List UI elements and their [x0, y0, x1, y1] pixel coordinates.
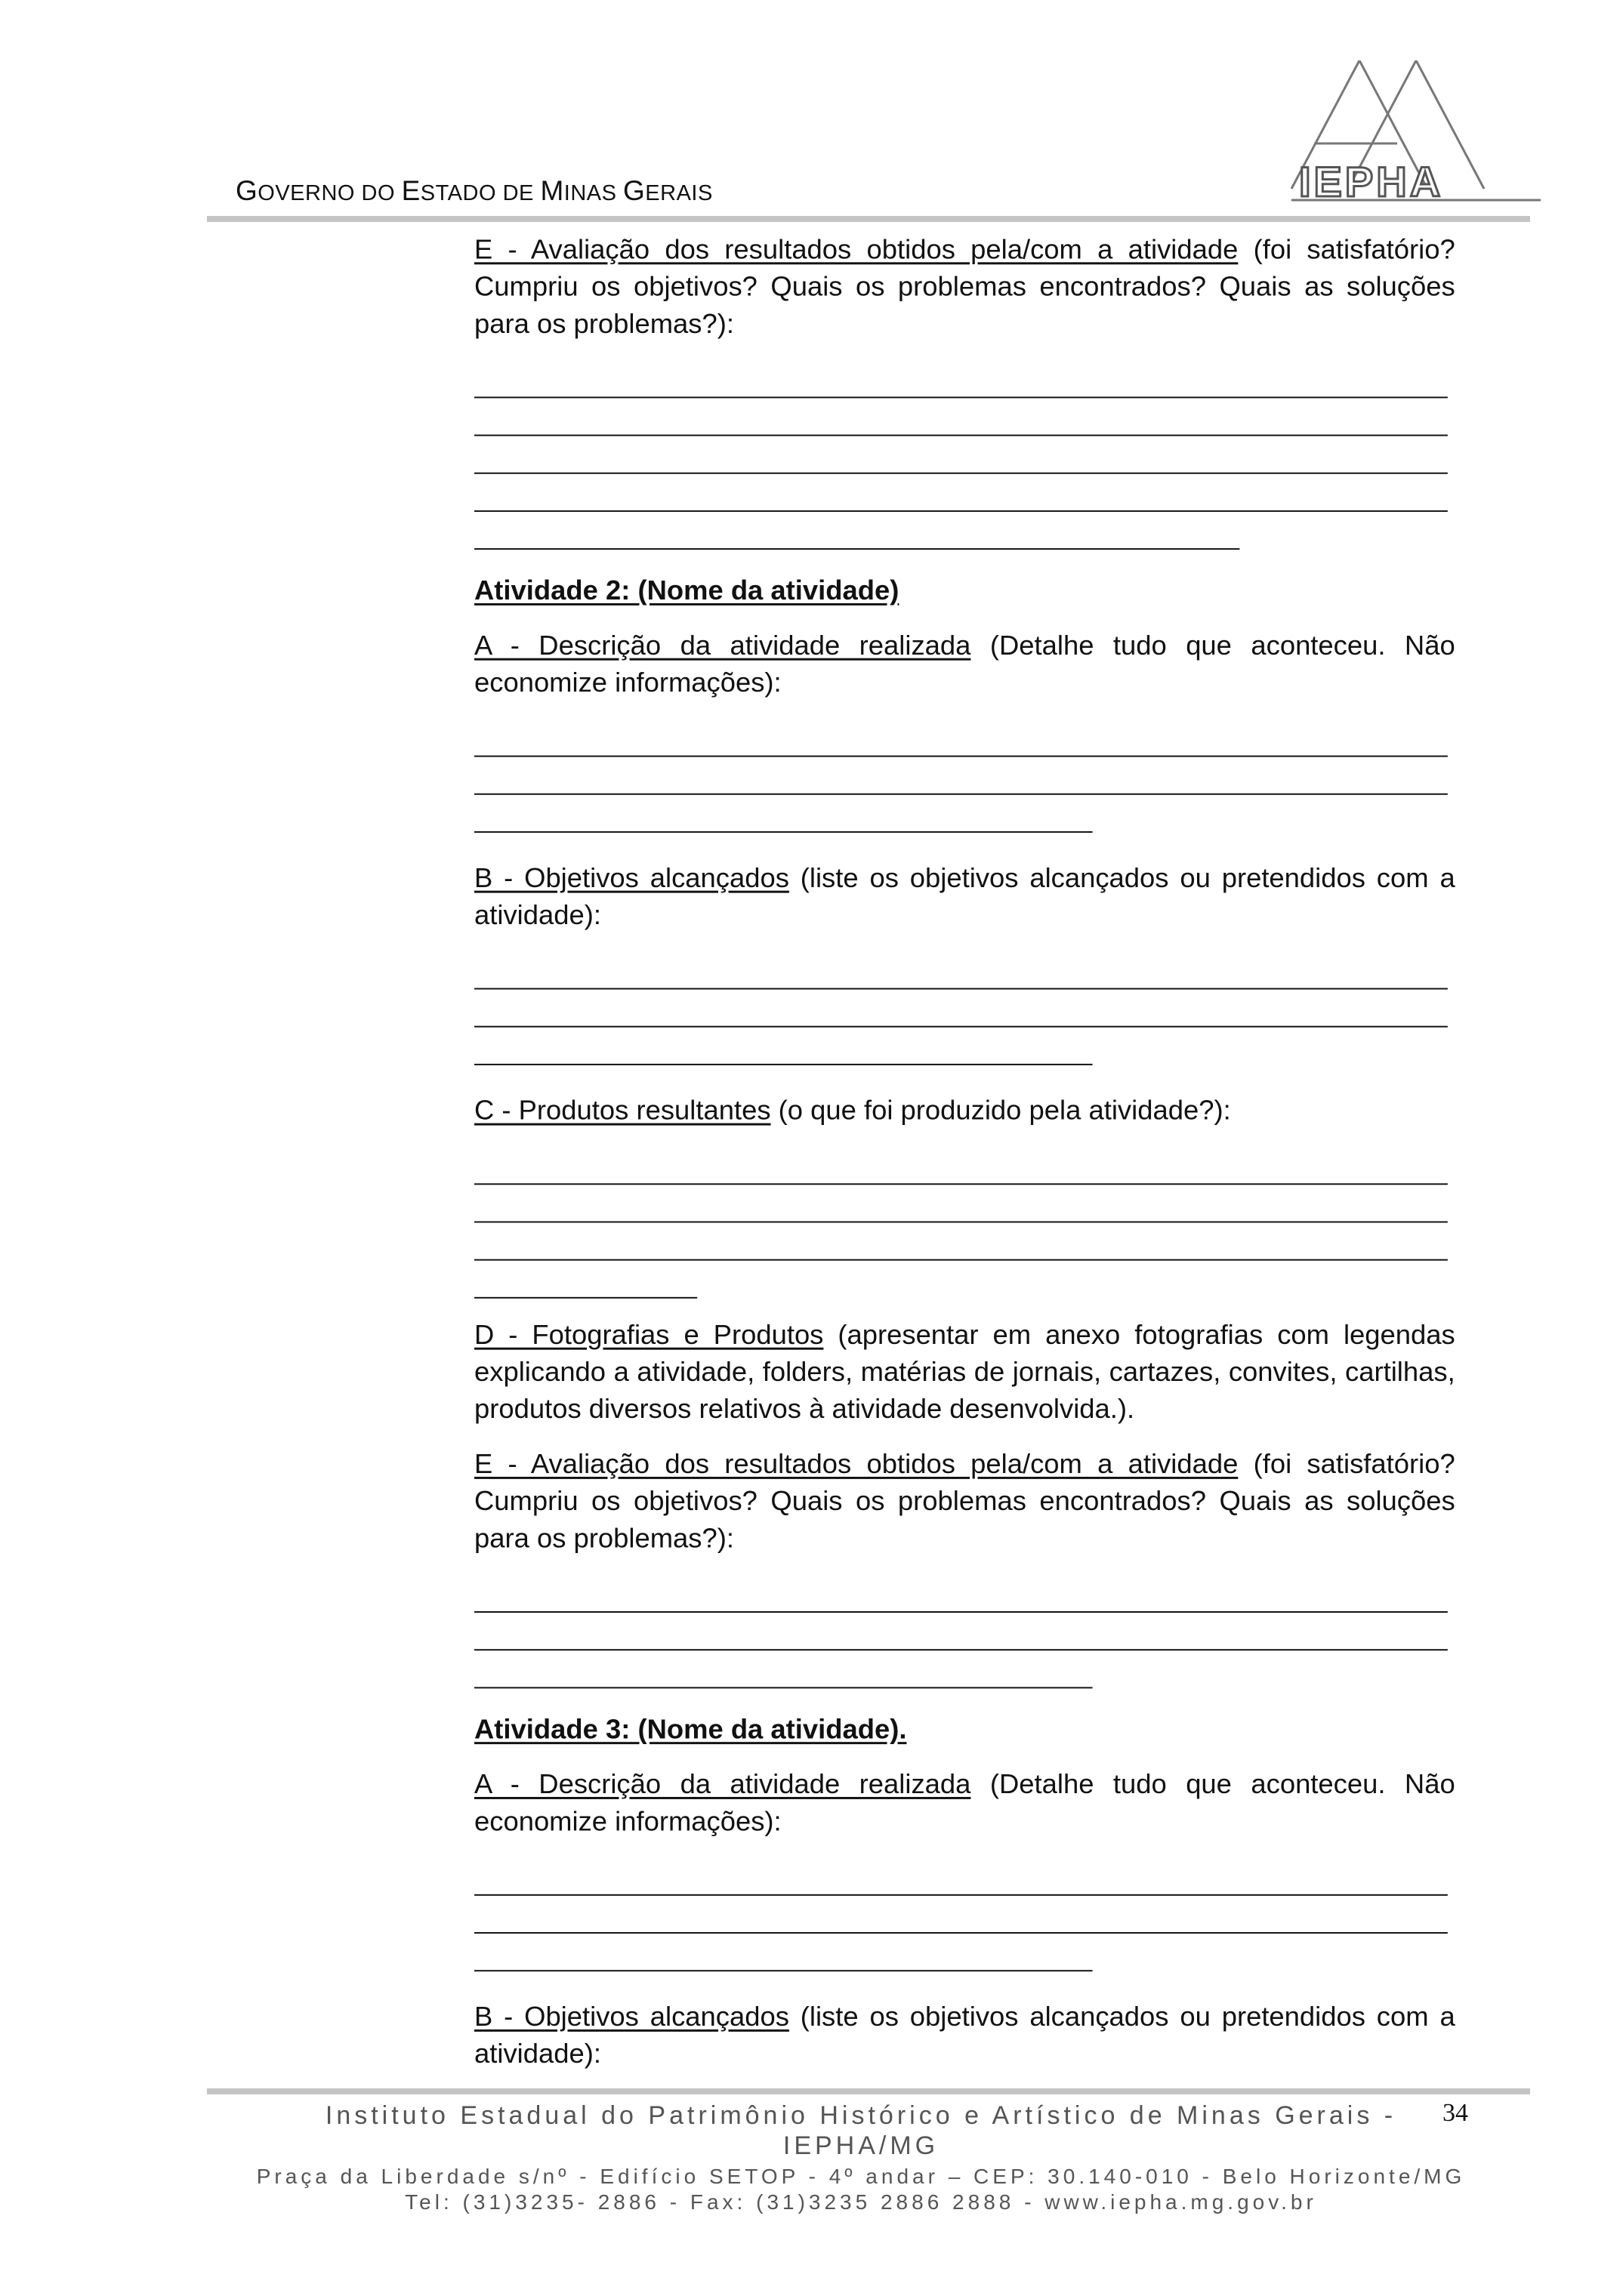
- answer-line[interactable]: [474, 1896, 1448, 1934]
- activity-3-heading: Atividade 3: (Nome da atividade).: [474, 1713, 907, 1745]
- answer-line[interactable]: [474, 360, 1448, 398]
- answer-line[interactable]: [474, 474, 1448, 512]
- header-title-initial: G: [623, 175, 646, 206]
- section-c-products: [474, 1092, 1455, 1129]
- header-divider: [207, 216, 1530, 222]
- footer-institution: Instituto Estadual do Patrimônio Histórico e Artístico de Minas Gerais - IEPHA/MG: [325, 2101, 1397, 2160]
- section-text: (Detalhe tudo que aconteceu. Não economize informações):: [474, 630, 1455, 698]
- header-title-part: [616, 181, 623, 205]
- header-title-part: INAS: [563, 181, 617, 205]
- section-d-photos: [474, 1316, 1455, 1428]
- section-text: (apresentar em anexo fotografias com legendas explicando a atividade, folders, matérias de jornais, cartazes, convites, cartilhas, produtos diversos relativos à atividade desenvolvida.).: [474, 1319, 1455, 1425]
- header-title-part: OVERNO: [258, 181, 355, 205]
- iepha-logo-text: IEPHA: [1299, 158, 1444, 205]
- section-a-description: [474, 627, 1455, 701]
- footer: [249, 2100, 1473, 2215]
- section-e-evaluation: [474, 231, 1455, 343]
- answer-line[interactable]: [474, 795, 1093, 833]
- section-text: (liste os objetivos alcançados ou pretendidos com a atividade):: [474, 862, 1455, 930]
- answer-line[interactable]: [474, 436, 1448, 474]
- answer-line[interactable]: [474, 757, 1448, 795]
- answer-line[interactable]: [474, 1650, 1093, 1688]
- section-text: (foi satisfatório? Cumpriu os objetivos? Quais os problemas encontrados? Quais as soluções para os problemas?):: [474, 233, 1455, 339]
- section-text: (foi satisfatório? Cumpriu os objetivos? Quais os problemas encontrados? Quais as soluções para os problemas?):: [474, 1448, 1455, 1554]
- answer-line[interactable]: [474, 1147, 1448, 1185]
- footer-address: Praça da Liberdade s/nº - Edifício SETOP - 4º andar – CEP: 30.140-010 - Belo Horizonte/MG: [256, 2165, 1466, 2188]
- activity-2-heading: Atividade 2: (Nome da atividade): [474, 575, 899, 606]
- section-e-evaluation: [474, 1446, 1455, 1558]
- header-title-part: DE: [496, 181, 541, 205]
- answer-line[interactable]: [474, 719, 1448, 757]
- footer-contact: Tel: (31)3235- 2886 - Fax: (31)3235 2886 2888 - www.iepha.mg.gov.br: [405, 2190, 1317, 2214]
- answer-line[interactable]: [474, 1858, 1448, 1896]
- footer-divider: [207, 2088, 1530, 2094]
- document-body: [474, 231, 1455, 2073]
- answer-line[interactable]: [474, 1028, 1093, 1065]
- section-text: (liste os objetivos alcançados ou pretendidos com a atividade):: [474, 2001, 1455, 2069]
- section-b-objectives: [474, 859, 1455, 933]
- answer-line[interactable]: [474, 1613, 1448, 1650]
- page-number: 34: [1442, 2099, 1468, 2127]
- header-title-initial: E: [401, 175, 421, 206]
- section-label: E - Avaliação dos resultados obtidos pela/com a atividade: [474, 1448, 1239, 1479]
- header-title-initial: M: [540, 175, 564, 206]
- iepha-logo: [1284, 60, 1541, 211]
- header-title-part: DO: [354, 181, 402, 205]
- answer-line[interactable]: [474, 1261, 697, 1299]
- section-b-objectives: [474, 1999, 1455, 2073]
- section-label: A - Descrição da atividade realizada: [474, 1768, 971, 1799]
- section-label: E - Avaliação dos resultados obtidos pela/com a atividade: [474, 233, 1239, 265]
- section-label: D - Fotografias e Produtos: [474, 1319, 824, 1350]
- section-label: C - Produtos resultantes: [474, 1095, 771, 1126]
- answer-line[interactable]: [474, 990, 1448, 1028]
- header-title: [236, 175, 713, 207]
- answer-line[interactable]: [474, 1934, 1093, 1971]
- answer-line[interactable]: [474, 1185, 1448, 1222]
- section-label: B - Objetivos alcançados: [474, 2001, 789, 2032]
- section-text: (o que foi produzido pela atividade?):: [770, 1095, 1231, 1126]
- section-text: (Detalhe tudo que aconteceu. Não economize informações):: [474, 1768, 1455, 1837]
- section-a-description: [474, 1766, 1455, 1840]
- answer-line[interactable]: [474, 951, 1448, 989]
- section-label: A - Descrição da atividade realizada: [474, 630, 971, 661]
- header-title-part: ERAIS: [645, 181, 713, 205]
- header-title-initial: G: [236, 175, 258, 206]
- answer-line[interactable]: [474, 1222, 1448, 1260]
- header-title-part: STADO: [420, 181, 497, 205]
- answer-line[interactable]: [474, 1575, 1448, 1613]
- answer-line[interactable]: [474, 398, 1448, 436]
- section-label: B - Objetivos alcançados: [474, 862, 789, 893]
- answer-line[interactable]: [474, 512, 1239, 550]
